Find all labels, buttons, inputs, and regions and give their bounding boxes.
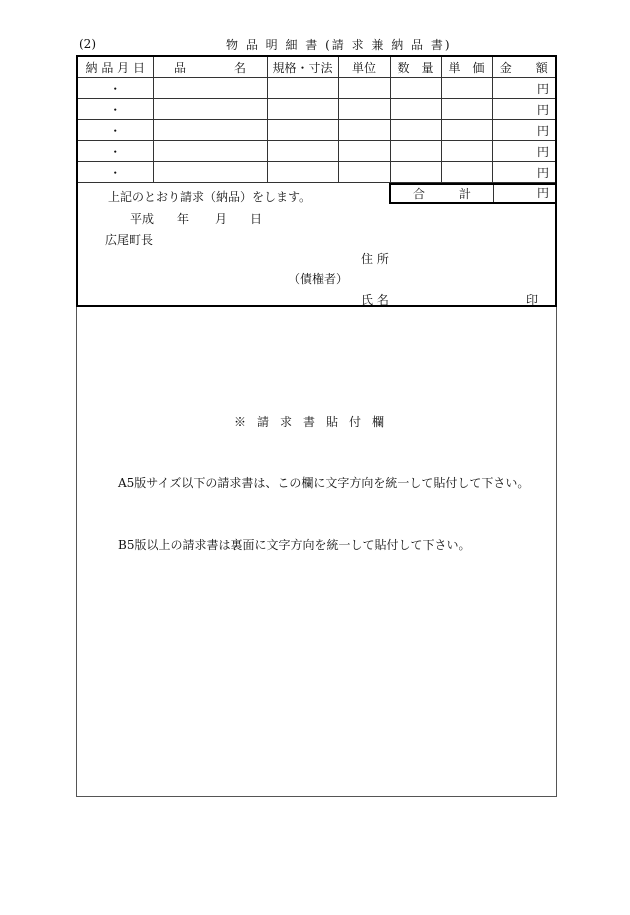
delivery-date-cell[interactable]: ・ (78, 141, 153, 162)
quantity-cell[interactable] (390, 162, 441, 183)
invoice-form (76, 55, 557, 307)
quantity-cell[interactable] (390, 99, 441, 120)
total-amount-field[interactable]: 円 (536, 186, 549, 200)
header-quantity: 数 量 (390, 57, 441, 78)
total-label (391, 185, 494, 202)
header-item-name: 品 名 (153, 57, 267, 78)
spec-cell[interactable] (267, 141, 338, 162)
addressee: 広尾町長 (105, 233, 154, 247)
item-name-cell[interactable] (153, 162, 267, 183)
total-label-a: 合 (412, 187, 425, 201)
unit-cell[interactable] (338, 141, 390, 162)
seal-mark: 印 (526, 293, 539, 307)
unit-price-cell[interactable] (441, 120, 492, 141)
unit-price-cell[interactable] (441, 78, 492, 99)
attach-section-title: ※請求書貼付欄 (234, 415, 396, 429)
delivery-date-cell[interactable]: ・ (78, 78, 153, 99)
item-name-cell[interactable] (153, 141, 267, 162)
header-spec-size: 規格・寸法 (267, 57, 338, 78)
delivery-date-cell[interactable]: ・ (78, 120, 153, 141)
unit-cell[interactable] (338, 120, 390, 141)
spec-cell[interactable] (267, 120, 338, 141)
table-row (78, 162, 555, 183)
address-label: 住 所 (361, 252, 389, 266)
creditor-label: （債権者） (288, 272, 349, 286)
spec-cell[interactable] (267, 162, 338, 183)
item-name-cell[interactable] (153, 99, 267, 120)
item-name-cell[interactable] (153, 78, 267, 99)
spec-cell[interactable] (267, 99, 338, 120)
delivery-date-cell[interactable]: ・ (78, 162, 153, 183)
amount-cell[interactable]: 円 (492, 120, 555, 141)
table-row (78, 141, 555, 162)
table-row (78, 99, 555, 120)
unit-cell[interactable] (338, 78, 390, 99)
unit-price-cell[interactable] (441, 99, 492, 120)
name-label: 氏 名 (361, 293, 389, 307)
quantity-cell[interactable] (390, 120, 441, 141)
total-label-b: 計 (459, 187, 472, 201)
page-number: (2) (79, 37, 96, 51)
item-name-cell[interactable] (153, 120, 267, 141)
unit-price-cell[interactable] (441, 141, 492, 162)
request-statement: 上記のとおり請求（納品）をします。 (108, 190, 312, 204)
document-title: 物 品 明 細 書 (請 求 兼 納 品 書) (226, 38, 452, 52)
unit-price-cell[interactable] (441, 162, 492, 183)
delivery-date-cell[interactable]: ・ (78, 99, 153, 120)
spec-cell[interactable] (267, 78, 338, 99)
amount-cell[interactable]: 円 (492, 141, 555, 162)
date-month-label: 月 (215, 212, 228, 226)
quantity-cell[interactable] (390, 78, 441, 99)
header-amount: 金 額 (492, 57, 555, 78)
amount-cell[interactable]: 円 (492, 99, 555, 120)
unit-cell[interactable] (338, 162, 390, 183)
header-delivery-date: 納 品 月 日 (78, 57, 153, 78)
amount-cell[interactable]: 円 (492, 162, 555, 183)
date-year-label: 年 (177, 212, 190, 226)
amount-cell[interactable]: 円 (492, 78, 555, 99)
total-box (389, 183, 555, 204)
table-row (78, 120, 555, 141)
attach-note-b5: B5版以上の請求書は裏面に文字方向を統一して貼付して下さい。 (118, 538, 471, 552)
items-table (78, 57, 555, 183)
header-unit: 単位 (338, 57, 390, 78)
date-day-label: 日 (250, 212, 263, 226)
unit-cell[interactable] (338, 99, 390, 120)
table-header-row (78, 57, 555, 78)
quantity-cell[interactable] (390, 141, 441, 162)
table-row (78, 78, 555, 99)
attach-note-a5: A5版サイズ以下の請求書は、この欄に文字方向を統一して貼付して下さい。 (118, 476, 530, 490)
date-era: 平成 (130, 212, 155, 226)
header-unit-price: 単 価 (441, 57, 492, 78)
